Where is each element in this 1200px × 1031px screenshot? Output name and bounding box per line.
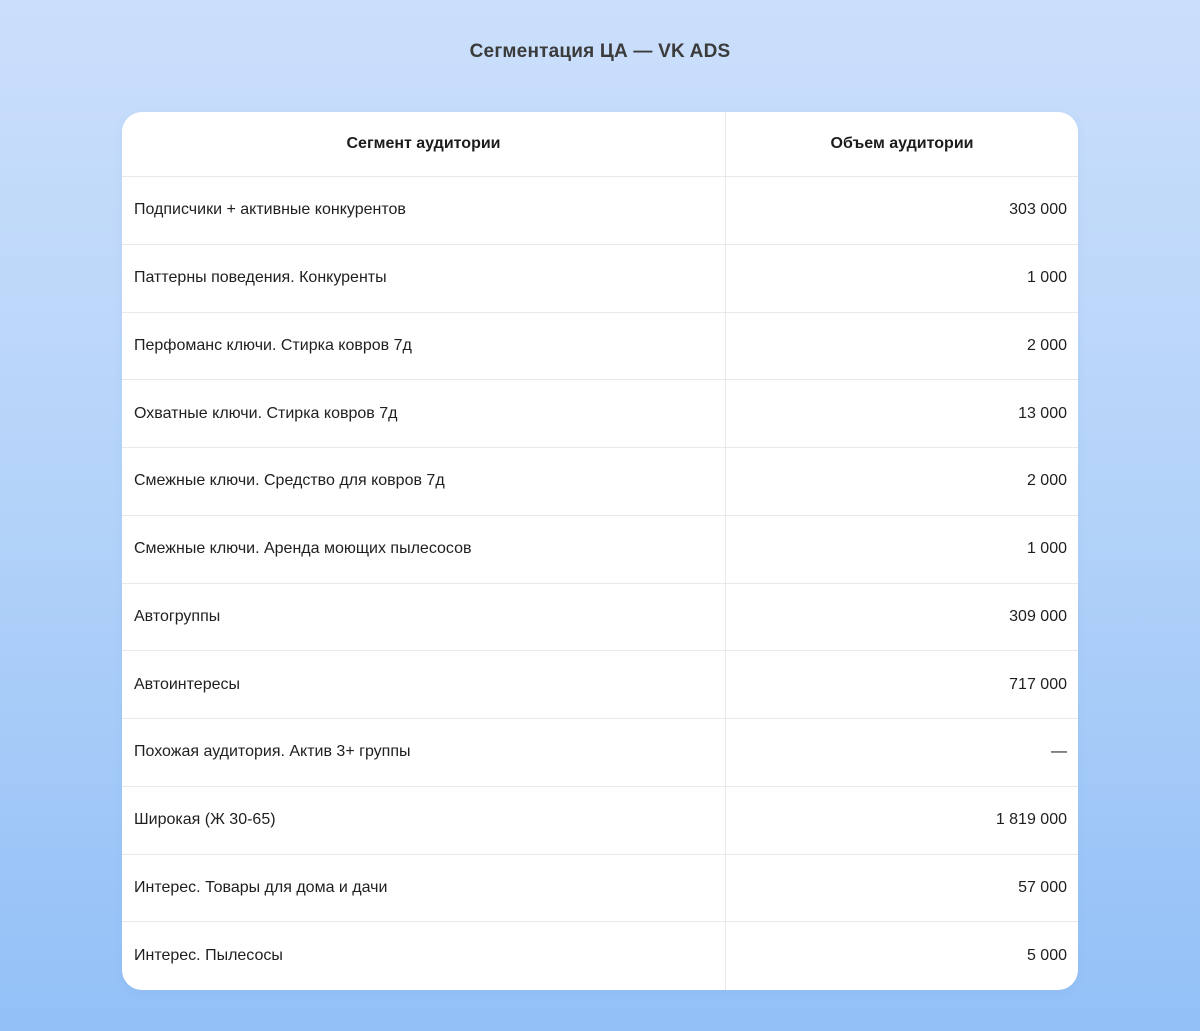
segment-cell: Подписчики + активные конкурентов [122,177,726,244]
segment-cell: Смежные ключи. Средство для ковров 7д [122,448,726,515]
table-row [122,787,1078,855]
segment-cell: Паттерны поведения. Конкуренты [122,245,726,312]
table-row [122,651,1078,719]
table-row [122,584,1078,652]
volume-cell: 303 000 [1009,201,1067,219]
table-row [122,855,1078,923]
volume-cell: 5 000 [1026,947,1067,965]
segment-cell: Интерес. Пылесосы [122,922,726,990]
segment-cell: Охватные ключи. Стирка ковров 7д [122,380,726,447]
volume-cell: 2 000 [1026,472,1067,490]
table-row [122,245,1078,313]
volume-cell: 2 000 [1026,336,1067,354]
segment-cell: Интерес. Товары для дома и дачи [122,855,726,922]
volume-cell: 309 000 [1009,607,1067,625]
table-row [122,719,1078,787]
column-header-segment: Сегмент аудитории [122,112,726,176]
volume-cell: 1 000 [1026,540,1067,558]
volume-cell: 717 000 [1009,675,1067,693]
segment-cell: Автоинтересы [122,651,726,718]
table-header-row [122,112,1078,177]
volume-cell: — [1051,743,1067,761]
segmentation-table [122,112,1078,990]
table-row [122,516,1078,584]
volume-cell: 57 000 [1018,878,1067,896]
volume-cell: 1 819 000 [995,811,1067,829]
table-row [122,380,1078,448]
table-row [122,922,1078,990]
segment-cell: Смежные ключи. Аренда моющих пылесосов [122,516,726,583]
segment-cell: Перфоманс ключи. Стирка ковров 7д [122,313,726,380]
segment-cell: Широкая (Ж 30-65) [122,787,726,854]
page-title: Сегментация ЦА — VK ADS [469,41,731,62]
segment-cell: Автогруппы [122,584,726,651]
table-row [122,313,1078,381]
volume-cell: 1 000 [1026,269,1067,287]
segment-cell: Похожая аудитория. Актив 3+ группы [122,719,726,786]
table-row [122,177,1078,245]
column-header-volume: Объем аудитории [830,135,974,152]
volume-cell: 13 000 [1018,404,1067,422]
table-row [122,448,1078,516]
